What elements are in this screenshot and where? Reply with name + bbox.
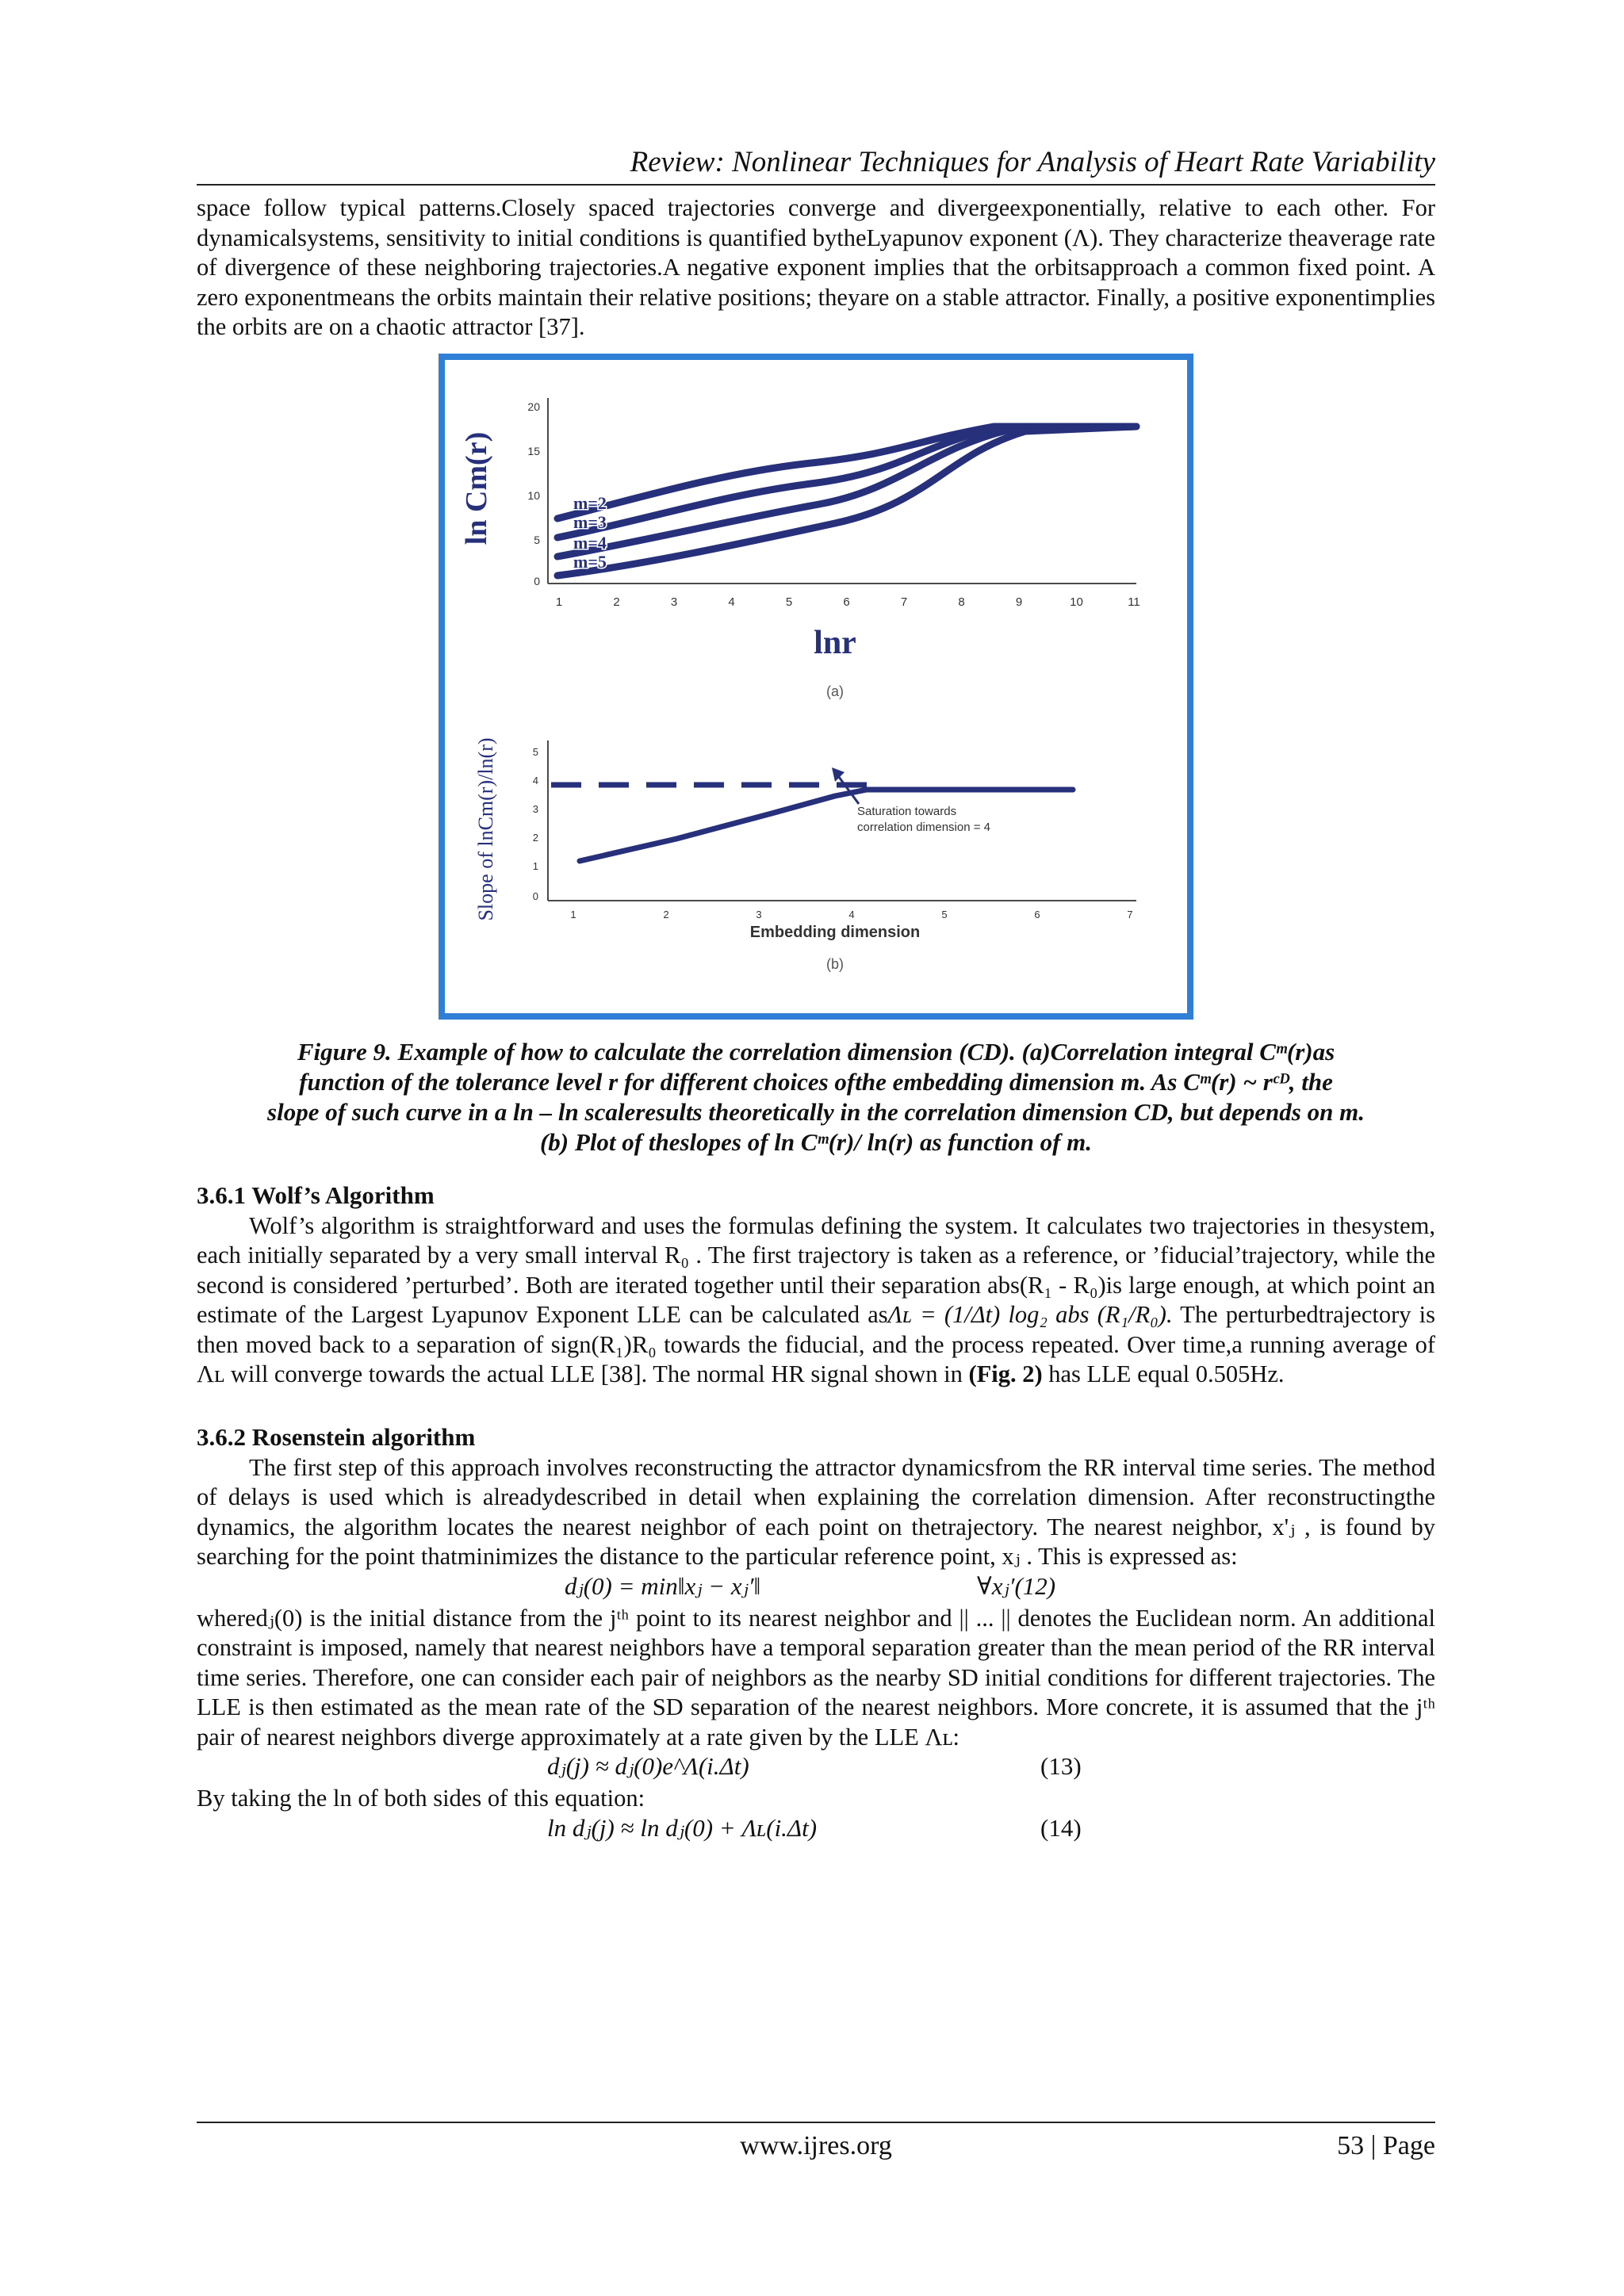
figure-caption — [197, 1037, 1435, 1158]
intro-paragraph: space follow typical patterns.Closely spaced trajectories converge and divergeexponentially, relative to each other. For dynamicalsystems, sensitivity to initial conditions is quantified bytheLyapunov exponent (Λ). They characterize theaverage rate of divergence of these neighboring trajectories.A negative exponent implies that the orbitsapproach a common fixed point. A zero exponentmeans the orbits maintain their relative positions; theyare on a stable attractor. Finally, a positive exponentimplies the orbits are on a chaotic attractor [37]. — [197, 194, 1435, 340]
running-title: Review: Nonlinear Techniques for Analysis of Heart Rate Variability — [630, 146, 1435, 178]
wolf-formula: Λʟ = (1/Δt) log₂ abs (R₁/R₀). — [887, 1301, 1173, 1328]
caption-line-1: Figure 9. Example of how to calculate the correlation dimension (CD). (a)Correlation integral Cᵐ(r)as — [297, 1037, 1335, 1066]
rosenstein-paragraph-2: wheredⱼ(0) is the initial distance from the jᵗʰ point to its nearest neighbor and || ... || denotes the Euclidean norm. An additional constraint is imposed, namely that nearest neighbors have a temporal separation greater than the mean period of the RR interval time series. Therefore, one can consider each pair of neighbors as the nearby SD initial conditions for different trajectories. The LLE is then estimated as the mean rate of the SD separation of the nearest neighbors. More concrete, it is assumed that the jᵗʰ pair of nearest neighbors diverge approximately at a rate given by the LLE Λʟ: — [197, 1604, 1435, 1751]
panel-a-xtick-label: 10 — [1070, 595, 1083, 609]
panel-b-ytick-label: 1 — [532, 859, 538, 872]
panel-b-ylabel: Slope of lnCm(r)/ln(r) — [474, 737, 497, 921]
footer-rule — [197, 2122, 1435, 2123]
panel-a-sublabel: (a) — [826, 683, 844, 699]
figure-9 — [439, 354, 1193, 1020]
equation-13-expr: dⱼ(j) ≈ dⱼ(0)e^Λ(i.Δt) — [547, 1752, 749, 1780]
panel-a-xtick-label: 11 — [1128, 595, 1140, 609]
figure-frame — [442, 357, 1190, 1016]
panel-a-xtick-label: 6 — [843, 595, 850, 609]
panel-b-ytick-label: 5 — [532, 745, 538, 758]
caption-line-3: slope of such curve in a ln – ln scaleresults theoretically in the correlation dimension CD, but depends on m. — [267, 1097, 1365, 1126]
panel-a-ytick-label: 0 — [534, 574, 540, 587]
caption-line-4: (b) Plot of theslopes of ln Cᵐ(r)/ ln(r) as function of m. — [539, 1127, 1093, 1156]
panel-a-ytick-label: 15 — [527, 444, 540, 457]
panel-b-sublabel: (b) — [826, 955, 844, 972]
panel-b-xtick-label: 3 — [756, 908, 762, 920]
caption-line-2: function of the tolerance level r for different choices ofthe embedding dimension m. As Cᵐ(r) ~ rᶜᴰ, the — [299, 1067, 1333, 1096]
panel-b-xtick-label: 6 — [1034, 908, 1040, 920]
wolf-paragraph — [197, 1211, 1435, 1390]
section-heading-wolf: 3.6.1 Wolf’s Algorithm — [197, 1181, 435, 1209]
equation-14-tag: (14) — [1040, 1813, 1082, 1842]
panel-b-xtick-label: 4 — [848, 908, 855, 920]
panel-a-xtick-label: 3 — [670, 595, 678, 609]
footer-site-link[interactable]: www.ijres.org — [740, 2131, 892, 2160]
rosenstein-paragraph-3: By taking the ln of both sides of this equation: — [197, 1785, 645, 1812]
panel-b-ytick-label: 2 — [532, 831, 538, 844]
panel-a-xtick-label: 4 — [728, 595, 735, 609]
curve-label: m=4 — [573, 532, 607, 553]
panel-b-ytick-label: 3 — [532, 802, 538, 815]
wolf-text-2: The perturbedtrajectory is then moved back to a separation of sign(R₁)R₀ towards the fiducial, and the process repeated. Over time,a running average of Λʟ will converge towards the actual LLE [38]. The normal HR signal shown in — [197, 1301, 1435, 1387]
page-body — [197, 143, 1435, 1846]
equation-12-expr: dⱼ(0) = min‖xⱼ − xⱼ′‖ — [565, 1571, 761, 1600]
equation-12 — [197, 1572, 1435, 1604]
panel-b-xtick-label: 5 — [941, 908, 948, 920]
equation-14 — [197, 1814, 1435, 1846]
panel-a-xtick-label: 7 — [900, 595, 908, 609]
equation-14-expr: ln dⱼ(j) ≈ ln dⱼ(0) + Λʟ(i.Δt) — [547, 1813, 818, 1842]
curve-label: m=5 — [573, 551, 607, 572]
wolf-text-3: has LLE equal 0.505Hz. — [1042, 1360, 1285, 1387]
rosenstein-paragraph-1: The first step of this approach involves reconstructing the attractor dynamicsfrom the RR interval time series. The method of delays is used which is alreadydescribed in detail when explaining the correlation dimension. After reconstructingthe dynamics, the algorithm locates the nearest neighbor of each point on thetrajectory. The nearest neighbor, x'ⱼ , is found by searching for the point thatminimizes the distance to the particular reference point, xⱼ . This is expressed as: — [197, 1453, 1435, 1570]
panel-b-ytick-label: 0 — [532, 890, 538, 902]
panel-b-xtick-label: 1 — [570, 908, 576, 920]
panel-a-xtick-label: 5 — [785, 595, 793, 609]
panel-b-annotation-line2: correlation dimension = 4 — [857, 820, 991, 834]
panel-a-ylabel: ln Cm(r) — [460, 431, 493, 545]
header-rule — [197, 184, 1435, 186]
panel-a-ytick-label: 5 — [534, 533, 540, 546]
footer-page-number: 53 | Page — [1337, 2131, 1435, 2160]
panel-a-ytick-label: 20 — [527, 400, 540, 413]
panel-a-xtick-label: 9 — [1015, 595, 1023, 609]
panel-a-xlabel: lnr — [814, 624, 856, 661]
wolf-text-1: Wolf’s algorithm is straightforward and uses the formulas defining the system. It calculates two trajectories in thesystem, each initially separated by a very small interval R₀ . The first trajectory is taken as a reference, or ’fiducial’trajectory, while the second is considered ’perturbed’. Both are iterated together until their separation abs(R₁ - R₀)is large enough, at which point an estimate of the Largest Lyapunov Exponent LLE can be calculated as — [197, 1211, 1435, 1328]
panel-a-xtick-label: 1 — [555, 595, 563, 609]
panel-b-xtick-label: 7 — [1127, 908, 1133, 920]
panel-b-xlabel: Embedding dimension — [749, 923, 921, 941]
panel-b-ytick-label: 4 — [532, 774, 538, 786]
panel-b-annotation-line1: Saturation towards — [857, 804, 957, 818]
equation-13 — [197, 1752, 1435, 1784]
curve-label: m=2 — [573, 492, 607, 513]
section-heading-rosenstein: 3.6.2 Rosenstein algorithm — [197, 1422, 476, 1451]
panel-a-ytick-label: 10 — [527, 488, 540, 502]
equation-13-tag: (13) — [1040, 1752, 1082, 1780]
panel-a-xtick-label: 2 — [613, 595, 620, 609]
equation-12-tag: ∀xⱼ′(12) — [977, 1571, 1056, 1600]
panel-b-xtick-label: 2 — [663, 908, 669, 920]
curve-label: m=3 — [573, 511, 607, 532]
figure-9-graphic — [439, 354, 1193, 1020]
panel-a-xtick-label: 8 — [958, 595, 965, 609]
wolf-fig-ref: (Fig. 2) — [968, 1360, 1043, 1387]
